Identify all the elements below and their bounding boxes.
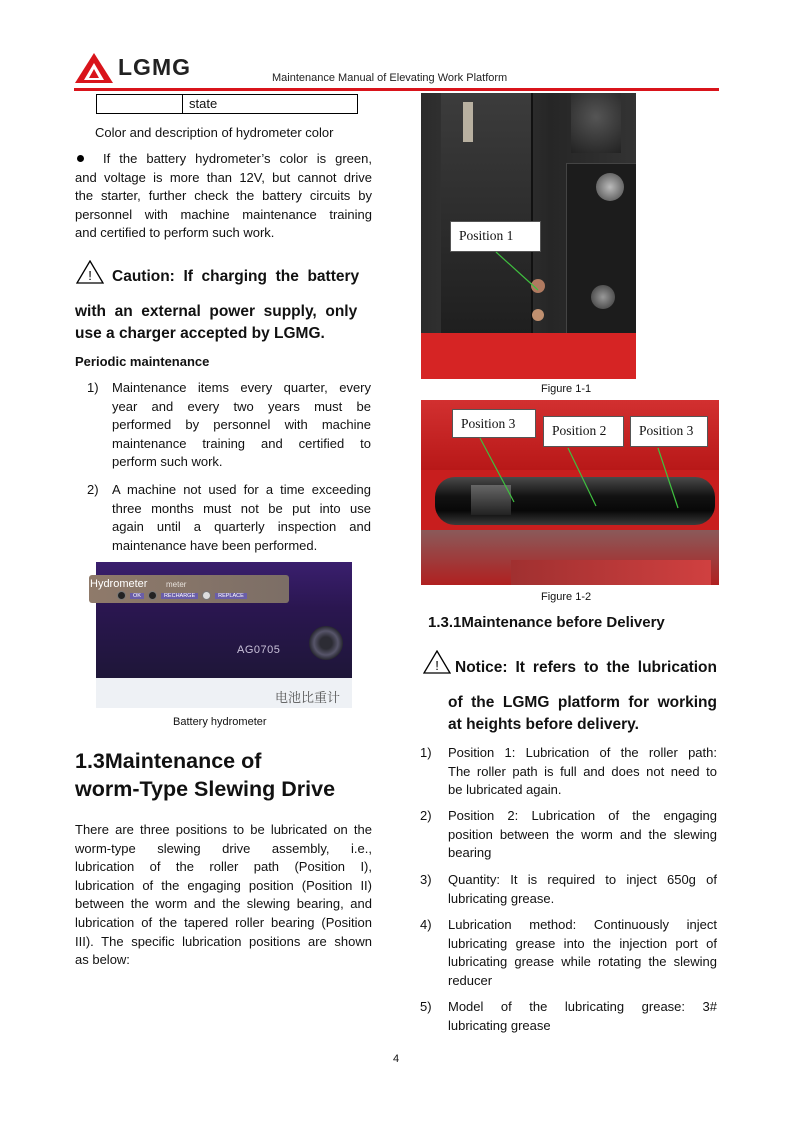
item-line: maintenance training and certified to [112, 435, 371, 451]
battery-caption: Battery hydrometer [173, 716, 267, 728]
intro-line: lubrication of the tapered roller bearing (Position [75, 914, 372, 930]
intro-line: There are three positions to be lubricated on the [75, 822, 372, 837]
item-line: perform such work. [112, 454, 223, 470]
bullet-icon [77, 155, 84, 162]
svg-text:!: ! [88, 268, 92, 283]
notice-text-2: of the LGMG platform for working [448, 694, 717, 711]
bullet-line: the starter, further check the battery circuits by [75, 188, 372, 204]
position-3-callout: Position 3 [452, 409, 536, 438]
periodic-item [75, 379, 372, 479]
caution-text-2: with an external power supply, only [75, 303, 358, 320]
item-line: The roller path is full and does not need to [448, 763, 717, 779]
svg-text:!: ! [435, 658, 439, 673]
periodic-item [75, 481, 372, 561]
intro-line: as below: [75, 952, 130, 968]
delivery-item [420, 744, 718, 804]
recharge-indicator-icon [148, 591, 157, 600]
delivery-item [420, 998, 718, 1038]
hydrometer-label: Hydrometer [90, 578, 148, 590]
item-number: 2) [420, 808, 432, 823]
table-cell-state: state [189, 96, 218, 111]
callout-leader-lines [470, 436, 710, 516]
intro-line: worm-type slewing drive assembly, i.e., [75, 840, 372, 856]
item-number: 1) [420, 745, 432, 760]
item-line: Position 1: Lubrication of the roller path: [448, 745, 717, 760]
item-line: Maintenance items every quarter, every [112, 380, 371, 395]
notice-text-1: Notice: It refers to the lubrication [455, 659, 717, 676]
item-number: 1) [87, 380, 99, 395]
item-line: lubricating grease. [448, 890, 555, 906]
item-line: Position 2: Lubrication of the engaging [448, 808, 717, 823]
item-line: performed by personnel with machine [112, 417, 371, 433]
intro-line: between the worm and the slewing bearing, and [75, 896, 372, 912]
color-caption: Color and description of hydrometer color [95, 125, 334, 140]
chinese-label: 电池比重计 [275, 691, 341, 706]
replace-indicator-icon [202, 591, 211, 600]
position-3-callout: Position 3 [630, 416, 708, 447]
table-cell-divider [182, 95, 183, 113]
state-table-row [96, 94, 358, 114]
lgmg-logo-icon [74, 52, 114, 84]
caution-text-3: use a charger accepted by LGMG. [75, 325, 325, 342]
replace-label: REPLACE [215, 593, 247, 599]
bullet-line: personnel with machine maintenance training [75, 206, 372, 222]
page-number: 4 [393, 1053, 400, 1065]
periodic-maintenance-title: Periodic maintenance [75, 354, 210, 369]
item-line: Model of the lubricating grease: 3# [448, 999, 717, 1014]
item-line: bearing [448, 845, 492, 861]
item-line: year and every two years must be [112, 398, 371, 414]
delivery-item [420, 916, 718, 992]
bullet-line: If the battery hydrometer’s color is green, [103, 151, 372, 166]
ok-indicator-icon [117, 591, 126, 600]
recharge-label: RECHARGE [161, 593, 198, 599]
item-line: again until a quarterly inspection and [112, 519, 371, 535]
item-line: Lubrication method: Continuously inject [448, 917, 717, 932]
header-title: Maintenance Manual of Elevating Work Platform [272, 72, 508, 84]
notice-text-3: at heights before delivery. [448, 716, 639, 733]
hydrometer-photo [89, 562, 352, 708]
item-line: reducer [448, 972, 493, 988]
item-number: 5) [420, 999, 432, 1014]
delivery-item [420, 807, 718, 867]
warning-icon [76, 260, 104, 284]
item-line: three months must not be put into use [112, 500, 371, 516]
intro-line: lubrication of the engaging position (Position II) [75, 877, 372, 893]
figure-1-1-caption: Figure 1-1 [541, 383, 592, 395]
callout-leader-line [490, 250, 550, 295]
warning-icon [423, 650, 451, 674]
meter-label: meter [166, 580, 187, 589]
figure-1-2-caption: Figure 1-2 [541, 591, 592, 603]
section-heading: worm-Type Slewing Drive [75, 777, 336, 801]
header-divider [74, 88, 719, 91]
position-1-callout: Position 1 [450, 221, 541, 252]
item-line: maintenance have been performed. [112, 537, 318, 553]
model-code: AG0705 [237, 644, 281, 656]
item-line: Quantity: It is required to inject 650g of [448, 872, 717, 887]
logo-text: LGMG [118, 54, 191, 80]
item-line: lubricating grease into the injection port of [448, 935, 717, 951]
caution-text-1: Caution: If charging the battery [112, 268, 360, 285]
item-line: A machine not used for a time exceeding [112, 482, 371, 497]
bullet-line: and voltage is more than 12V, but cannot drive [75, 169, 372, 185]
subsection-heading: 1.3.1Maintenance before Delivery [428, 614, 665, 631]
item-number: 4) [420, 917, 432, 932]
item-line: lubricating grease [448, 1017, 551, 1033]
intro-line: III). The specific lubrication positions are shown [75, 933, 372, 949]
item-line: lubricating grease while rotating the slewing [448, 954, 717, 970]
hydrometer-port-icon [309, 626, 343, 660]
section-heading: 1.3Maintenance of [75, 749, 262, 773]
intro-line: lubrication of the roller path (Position I), [75, 859, 372, 875]
item-number: 3) [420, 872, 432, 887]
bullet-line: and certified to perform such work. [75, 225, 275, 241]
item-line: position between the worm and the slewing [448, 826, 717, 842]
bullet-paragraph [75, 150, 372, 243]
item-number: 2) [87, 482, 99, 497]
intro-paragraph [75, 821, 372, 970]
delivery-item [420, 871, 718, 911]
item-line: be lubricated again. [448, 782, 562, 798]
position-2-callout: Position 2 [543, 416, 624, 447]
ok-label: OK [130, 593, 144, 599]
